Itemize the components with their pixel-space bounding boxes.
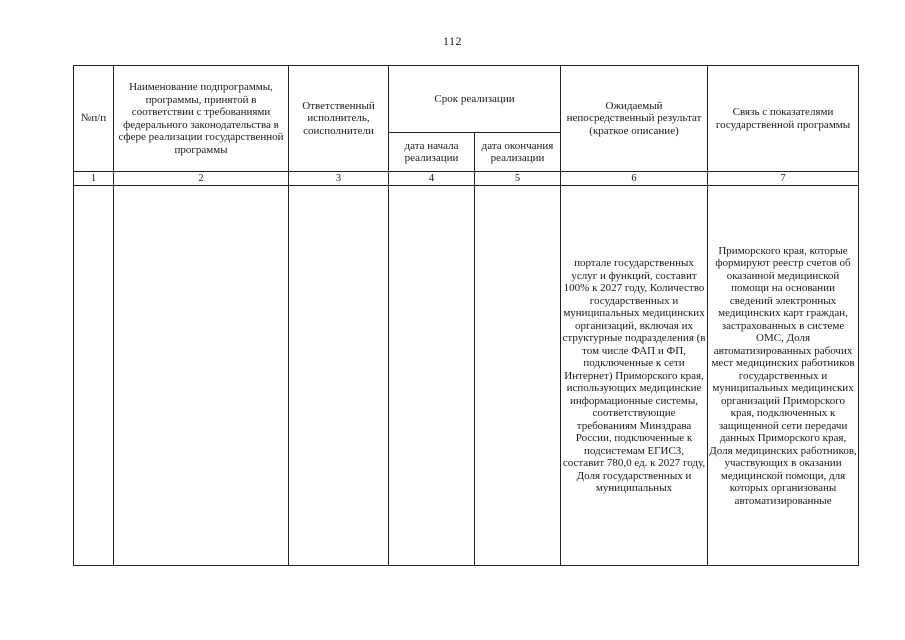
column-number: 6 bbox=[561, 172, 708, 186]
cell-link: Приморского края, которые формируют реестр счетов об оказанной медицинской помощи на основании сведений электронных медицинских карт граждан, застрахованных в системе ОМС, Доля автоматизированных рабочих мест медицинских работников государственных и муниципальных медицинских организаций Приморского края, подключенных к защищенной сети передачи данных Приморского края, Доля медицинских работников, участвующих в оказании медицинской помощи, для которых организованы автоматизированные bbox=[708, 186, 859, 566]
column-number: 2 bbox=[114, 172, 289, 186]
program-table bbox=[73, 65, 859, 566]
header-result: Ожидаемый непосредственный результат (краткое описание) bbox=[561, 66, 708, 172]
page-number: 112 bbox=[442, 34, 463, 48]
header-num: №п/п bbox=[74, 66, 114, 172]
cell-responsible bbox=[289, 186, 389, 566]
column-number-row bbox=[74, 172, 859, 186]
column-number: 7 bbox=[708, 172, 859, 186]
cell-start bbox=[389, 186, 475, 566]
header-name: Наименование подпрограммы, программы, принятой в соответствии с требованиями федерального законодательства в сфере реализации государственной программы bbox=[114, 66, 289, 172]
header-link: Связь с показателями государственной программы bbox=[708, 66, 859, 172]
column-number: 4 bbox=[389, 172, 475, 186]
header-responsible: Ответственный исполнитель, соисполнители bbox=[289, 66, 389, 172]
header-start: дата начала реализации bbox=[389, 133, 475, 172]
header-end: дата окончания реализации bbox=[475, 133, 561, 172]
cell-end bbox=[475, 186, 561, 566]
column-number: 1 bbox=[74, 172, 114, 186]
cell-result: портале государственных услуг и функций, составит 100% к 2027 году, Количество государственных и муниципальных медицинских организаций, включая их структурные подразделения (в том числе ФАП и ФП, подключенные к сети Интернет) Приморского края, использующих медицинские информационные системы, соответствующие требованиям Минздрава России, подключенные к подсистемам ЕГИСЗ, составит 780,0 ед. к 2027 году, Доля государственных и муниципальных bbox=[561, 186, 708, 566]
column-number: 3 bbox=[289, 172, 389, 186]
header-row bbox=[74, 66, 859, 133]
header-period: Срок реализации bbox=[389, 66, 561, 133]
cell-num bbox=[74, 186, 114, 566]
cell-name bbox=[114, 186, 289, 566]
column-number: 5 bbox=[475, 172, 561, 186]
table-row bbox=[74, 186, 859, 566]
